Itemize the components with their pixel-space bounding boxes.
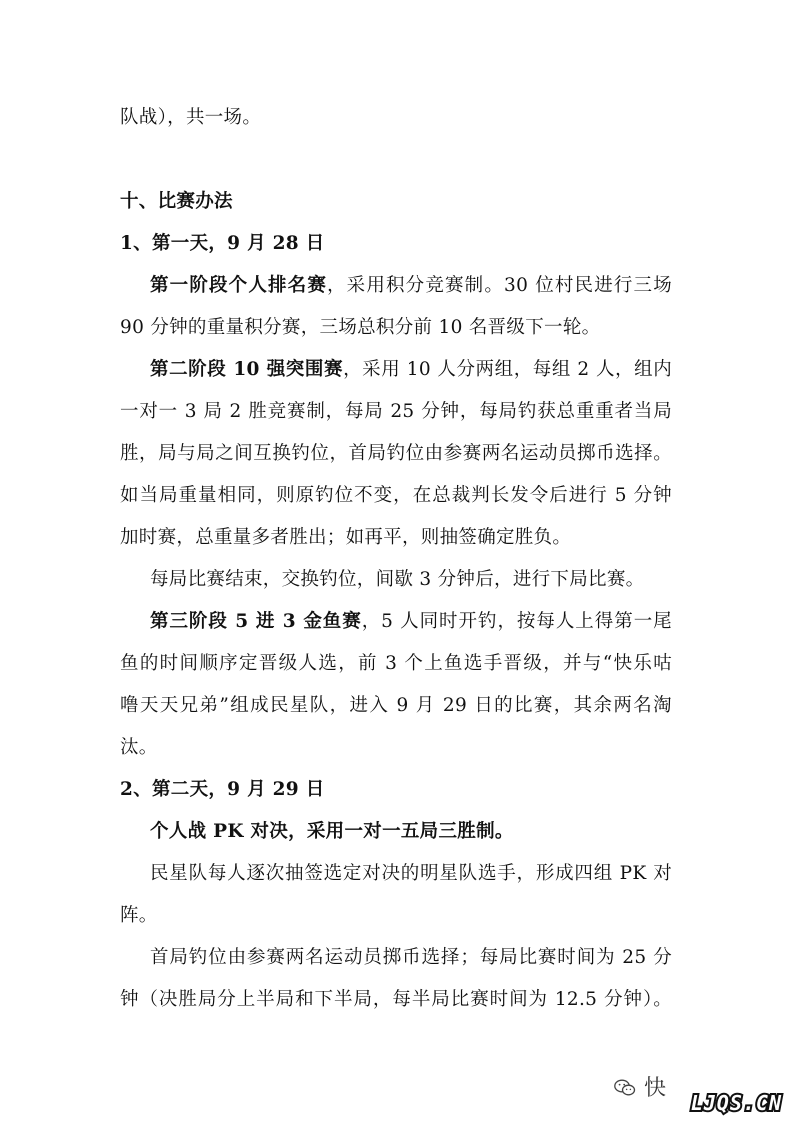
text-line: 胜，局与局之间互换钓位，首局钓位由参赛两名运动员掷币选择。 [120,443,672,464]
paragraph-line [150,274,672,298]
text-line: 加时赛，总重量多者胜出；如再平，则抽签确定胜负。 [120,527,572,548]
text-span: ，5 人同时开钓，按每人上得第一尾 [361,611,672,632]
stage-title: 个人战 PK 对决，采用一对一五局三胜制。 [150,821,514,842]
paragraph-line [150,610,672,634]
watermark-site-logo: LJQS.CN [690,1091,782,1115]
text-line: 首局钓位由参赛两名运动员掷币选择；每局比赛时间为 25 分 [150,947,672,968]
text-span: ，采用积分竞赛制。30 位村民进行三场 [327,275,673,296]
subsection-heading-day1: 1、第一天，9 月 28 日 [120,233,325,254]
section-heading: 十、比赛办法 [120,191,233,212]
text-line: 90 分钟的重量积分赛，三场总积分前 10 名晋级下一轮。 [120,317,601,338]
stage-title: 第三阶段 5 进 3 金鱼赛 [150,611,362,632]
watermark [600,1071,790,1121]
text-line: 民星队每人逐次抽签选定对决的明星队选手，形成四组 PK 对 [150,863,672,884]
stage-title: 第二阶段 10 强突围赛 [150,359,344,380]
text-line: 阵。 [120,905,158,926]
text-line: 一对一 3 局 2 胜竞赛制，每局 25 分钟，每局钓获总重重者当局 [120,401,672,422]
text-line: 每局比赛结束，交换钓位，间歇 3 分钟后，进行下局比赛。 [150,569,645,590]
watermark-text: 快 [644,1076,667,1101]
paragraph-line [150,358,672,382]
text-line: 噜天天兄弟”组成民星队，进入 9 月 29 日的比赛，其余两名淘 [120,695,672,716]
text-line: 钟（决胜局分上半局和下半局，每半局比赛时间为 12.5 分钟）。 [120,989,672,1010]
text-line: 如当局重量相同，则原钓位不变，在总裁判长发令后进行 5 分钟 [120,485,672,506]
text-line: 鱼的时间顺序定晋级人选，前 3 个上鱼选手晋级，并与“快乐咕 [120,653,672,674]
wechat-icon [614,1079,636,1097]
subsection-heading-day2: 2、第二天，9 月 29 日 [120,779,325,800]
text-line: 汰。 [120,737,158,758]
text-span: ，采用 10 人分两组，每组 2 人，组内 [343,359,672,380]
stage-title: 第一阶段个人排名赛 [150,275,328,296]
text-line: 队战），共一场。 [120,107,262,128]
